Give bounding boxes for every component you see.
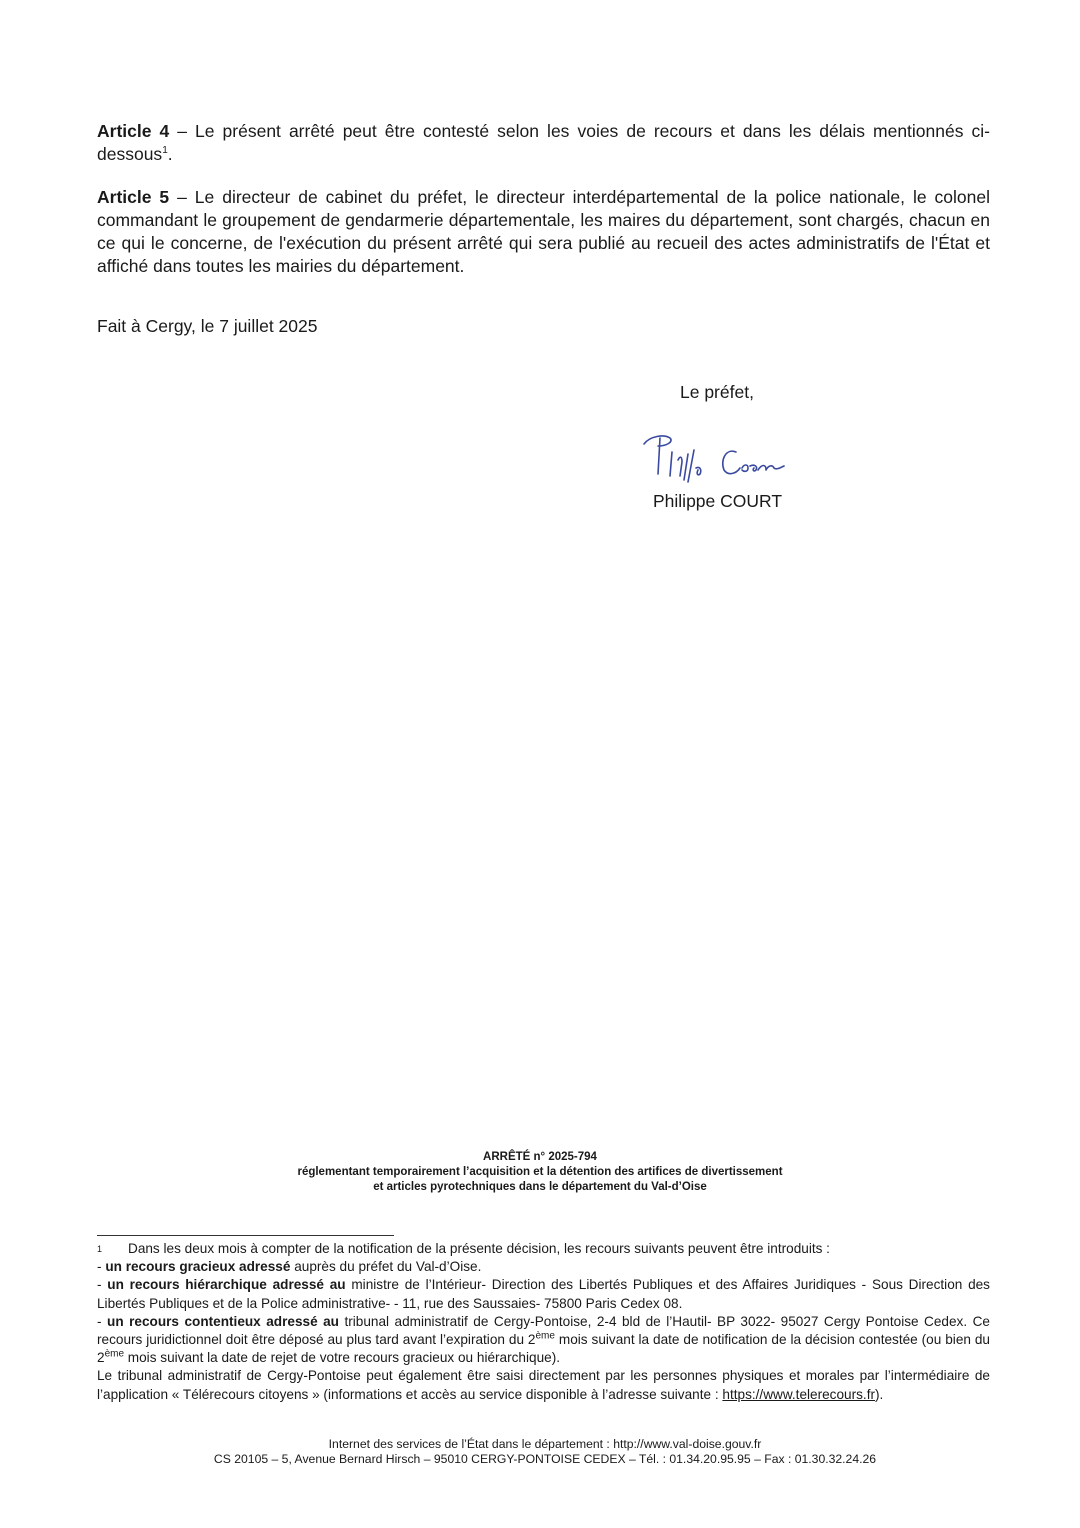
signatory-name: Philippe COURT [653, 491, 783, 511]
article-4-end: . [167, 144, 173, 164]
footnote-gracieux [97, 1258, 990, 1276]
contentieux-text-3: mois suivant la date de rejet de votre recours gracieux ou hiérarchique). [124, 1350, 560, 1366]
article-5-text: Le directeur de cabinet du préfet, le directeur interdépartemental de la police nationale, le colonel commandant le groupement de gendarmerie départementale, les maires du département, sont chargés, chacun en ce qui le concerne, de l'exécution du présent arrêté qui sera publié au recueil des actes administratifs de l'État et affiché dans toutes les mairies du département. [97, 187, 990, 276]
hierarchique-text: ministre de l’Intérieur- Direction des Libertés Publiques et des Affaires Juridiques - Sous Direction des Libertés Publiques et de la Police administrative- - 11, rue des Saussaies- 75800 Paris Cedex 08. [97, 1277, 990, 1311]
contentieux-text-2: mois suivant la date de notification de la décision contestée (ou bien du 2 [97, 1332, 990, 1366]
hierarchique-bold: un recours hiérarchique adressé au [107, 1277, 346, 1293]
place-date: Fait à Cergy, le 7 juillet 2025 [97, 316, 318, 336]
article-5-paragraph [97, 186, 990, 278]
footnote-hierarchique [97, 1276, 990, 1312]
arrete-subject-line-2: et articles pyrotechniques dans le département du Val-d’Oise [373, 1181, 707, 1193]
article-4-dash: – [169, 121, 196, 141]
article-5-label: Article 5 [97, 187, 170, 207]
article-5-dash: – [169, 187, 195, 207]
footer-website: Internet des services de l’État dans le département : http://www.val-doise.gouv.fr [328, 1437, 762, 1451]
footnote-intro [97, 1240, 990, 1258]
article-4-label: Article 4 [97, 121, 170, 141]
list-dash: - [97, 1277, 108, 1293]
footnote-number: 1 [97, 1244, 103, 1254]
footer-address: CS 20105 – 5, Avenue Bernard Hirsch – 95010 CERGY-PONTOISE CEDEX – Tél. : 01.34.20.95.95 – Fax : 01.30.32.24.26 [213, 1452, 877, 1466]
footnote-contentieux [97, 1313, 990, 1368]
tribunal-end: ). [875, 1386, 884, 1402]
contentieux-bold: un recours contentieux adressé au [107, 1313, 339, 1329]
article-4 [97, 120, 990, 166]
footnote-tribunal [97, 1367, 990, 1403]
tribunal-text: Le tribunal administratif de Cergy-Pontoise peut également être saisi directement par les personnes physiques et morales par l’intermédiaire de l’application « Télérecours citoyens » (informations et accès au service disponible à l’adresse suivante : [97, 1368, 990, 1402]
footnote-intro-text: Dans les deux mois à compter de la notification de la présente décision, les recours suivants peuvent être introduits : [128, 1241, 830, 1256]
list-dash: - [97, 1259, 106, 1275]
list-dash: - [97, 1313, 108, 1329]
article-4-paragraph [97, 120, 990, 166]
gracieux-bold: un recours gracieux adressé [105, 1259, 291, 1275]
contentieux-text-1: tribunal administratif de Cergy-Pontoise, 2-4 bld de l’Hautil- BP 3022- 95027 Cergy Pontoise Cedex. Ce recours juridictionnel doit être déposé au plus tard avant l’expiration du 2 [97, 1313, 990, 1348]
article-5 [97, 186, 990, 278]
ordinal-sup: ème [535, 1330, 555, 1342]
footnote [97, 1240, 990, 1404]
gracieux-text: auprès du préfet du Val-d’Oise. [290, 1259, 482, 1275]
article-4-text: Le présent arrêté peut être contesté selon les voies de recours et dans les délais mentionnés ci-dessous [97, 121, 990, 164]
telerecours-link[interactable]: https://www.telerecours.fr [722, 1386, 875, 1402]
ordinal-sup: ème [104, 1348, 125, 1360]
handwritten-signature [640, 430, 800, 486]
arrete-number: ARRÊTÉ n° 2025-794 [483, 1151, 597, 1163]
arrete-subject-line-1: réglementant temporairement l’acquisition et la détention des artifices de divertissement [297, 1166, 783, 1178]
footnote-ref: 1 [162, 145, 168, 157]
footnote-separator [97, 1235, 394, 1236]
signatory-title: Le préfet, [680, 382, 754, 402]
